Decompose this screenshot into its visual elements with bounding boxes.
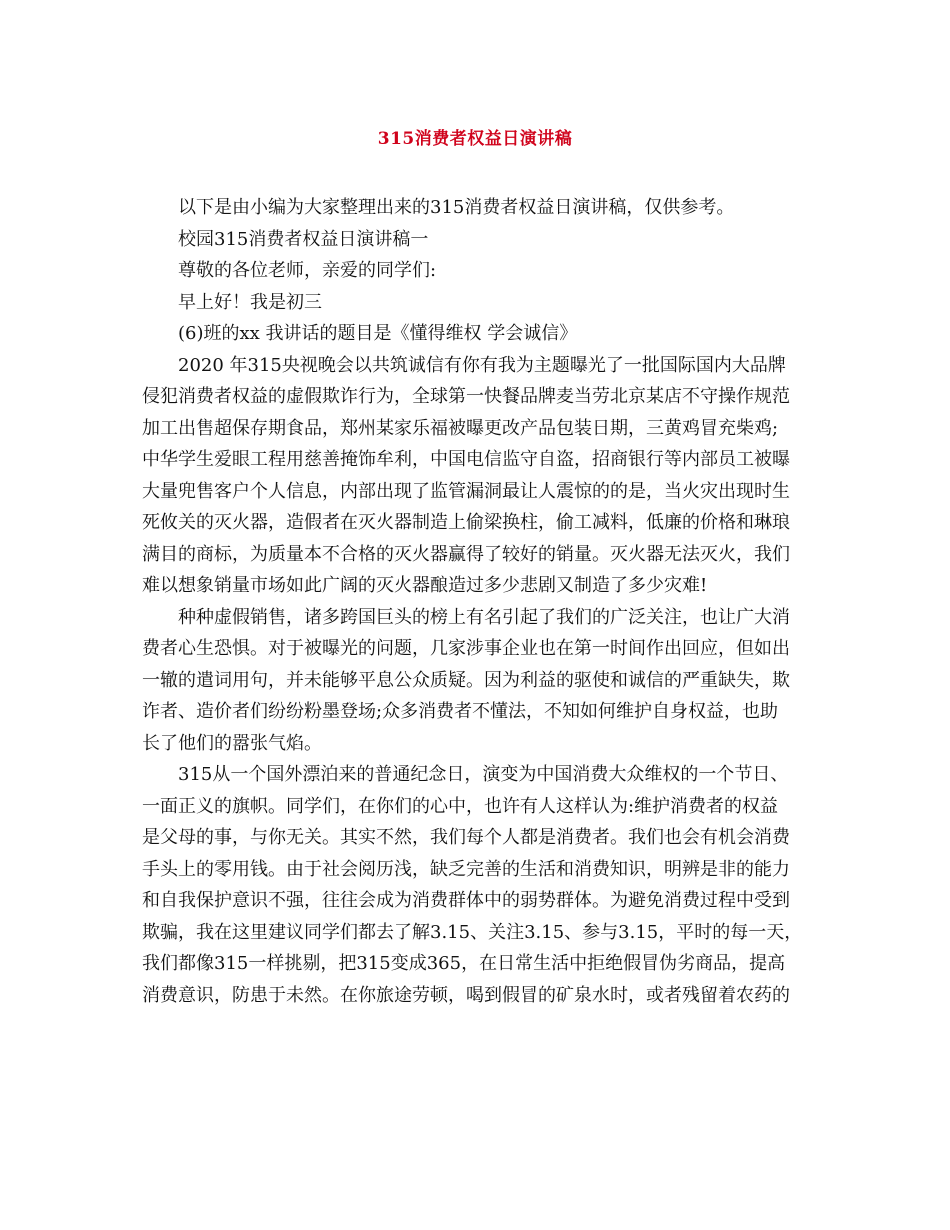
text-line: 早上好！我是初三	[178, 291, 322, 313]
text-line: 以下是由小编为大家整理出来的315消费者权益日演讲稿，仅供参考。	[178, 197, 735, 218]
text-line: 一辙的遣词用句，并未能够平息公众质疑。因为利益的驱使和诚信的严重缺失，欺	[142, 669, 790, 691]
text-line: 中华学生爱眼工程用慈善掩饰牟利，中国电信监守自盗，招商银行等内部员工被曝	[142, 449, 790, 470]
text-line: 诈者、造价者们纷纷粉墨登场;众多消费者不懂法，不知如何维护自身权益，也助	[142, 701, 779, 722]
text-line: 消费意识，防患于未然。在你旅途劳顿，喝到假冒的矿泉水时，或者残留着农药的	[142, 984, 790, 1006]
text-line: 一面正义的旗帜。同学们，在你们的心中，也许有人这样认为:维护消费者的权益	[142, 795, 779, 817]
text-line: 长了他们的嚣张气焰。	[142, 732, 322, 754]
text-line: 尊敬的各位老师，亲爱的同学们:	[178, 260, 437, 281]
text-line: 死攸关的灭火器，造假者在灭火器制造上偷梁换柱，偷工减料，低廉的价格和琳琅	[142, 512, 790, 533]
text-line: 是父母的事，与你无关。其实不然，我们每个人都是消费者。我们也会有机会消费	[142, 827, 790, 848]
text-line: 315从一个国外漂泊来的普通纪念日，演变为中国消费大众维权的一个节日、	[178, 764, 789, 785]
text-line: 2020 年315央视晚会以共筑诚信有你有我为主题曝光了一批国际国内大品牌	[178, 354, 786, 376]
text-line: 难以想象销量市场如此广阔的灭火器酿造过多少悲剧又制造了多少灾难!	[142, 575, 708, 596]
text-line: 费者心生恐惧。对于被曝光的问题，几家涉事企业也在第一时间作出回应，但如出	[142, 638, 790, 659]
text-line: 欺骗，我在这里建议同学们都去了解3.15、关注3.15、参与3.15，平时的每一天，	[142, 921, 803, 943]
text-line: (6)班的xx 我讲话的题目是《懂得维权 学会诚信》	[178, 323, 578, 344]
text-line: 校园315消费者权益日演讲稿一	[178, 228, 429, 250]
text-line: 满目的商标，为质量本不合格的灭火器赢得了较好的销量。灭火器无法灭火，我们	[142, 543, 790, 565]
text-line: 加工出售超保存期食品，郑州某家乐福被曝更改产品包装日期，三黄鸡冒充柴鸡;	[142, 417, 779, 439]
text-line: 种种虚假销售，诸多跨国巨头的榜上有名引起了我们的广泛关注，也让广大消	[178, 606, 790, 628]
text-line: 大量兜售客户个人信息，内部出现了监管漏洞最让人震惊的的是，当火灾出现时生	[142, 480, 790, 502]
text-line: 侵犯消费者权益的虚假欺诈行为，全球第一快餐品牌麦当劳北京某店不守操作规范	[142, 386, 790, 407]
document-title: 315消费者权益日演讲稿	[377, 129, 573, 149]
text-line: 和自我保护意识不强，往往会成为消费群体中的弱势群体。为避免消费过程中受到	[142, 890, 790, 911]
document-body	[142, 192, 810, 1011]
text-line: 我们都像315一样挑剔，把315变成365，在日常生活中拒绝假冒伪劣商品，提高	[142, 953, 786, 974]
text-line: 手头上的零用钱。由于社会阅历浅，缺乏完善的生活和消费知识，明辨是非的能力	[142, 858, 790, 880]
